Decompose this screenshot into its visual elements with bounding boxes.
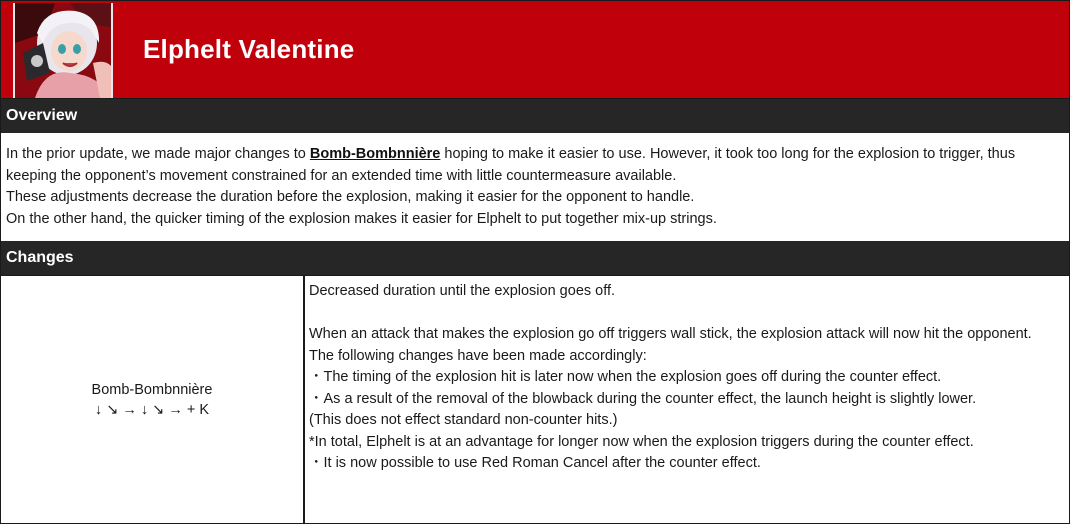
overview-text [6, 144, 1061, 230]
change-line: (This does not effect standard non-counter hits.) [309, 412, 618, 428]
change-line: ・The timing of the explosion hit is later now when the explosion goes off during the counter effect. [309, 369, 942, 385]
elphelt-portrait-image [15, 3, 113, 98]
character-banner [1, 1, 1069, 99]
change-line: Decreased duration until the explosion goes off. [309, 283, 616, 299]
overview-paragraph-1 [6, 144, 1061, 187]
overview-line1-post: hoping to make it easier to use. However, it took too long for the explosion to trigger, thus keeping the opponent’s movement constrained for an extended time with little countermeasure available. [6, 146, 1016, 184]
move-input: ↓ ↘ → ↓ ↘ → + K [94, 402, 210, 418]
character-portrait [13, 3, 113, 98]
change-line: When an attack that makes the explosion go off triggers wall stick, the explosion attack will now hit the opponent. [309, 326, 1032, 342]
change-details [309, 281, 1061, 475]
changes-table [1, 275, 1069, 524]
overview-line1-pre: In the prior update, we made major changes to [6, 146, 310, 162]
change-line: *In total, Elphelt is at an advantage for longer now when the explosion triggers during the counter effect. [309, 433, 974, 450]
character-name: Elphelt Valentine [143, 34, 355, 64]
bomb-bombnniere-link[interactable]: Bomb-Bombnnière [309, 146, 441, 162]
overview-paragraph-3: On the other hand, the quicker timing of the explosion makes it easier for Elphelt to put together mix-up strings. [6, 210, 717, 227]
move-cell [1, 276, 305, 524]
change-line: ・As a result of the removal of the blowback during the counter effect, the launch height is slightly lower. [309, 390, 977, 407]
move-name: Bomb-Bombnnière [91, 382, 213, 398]
change-spacer [309, 303, 1061, 325]
change-line: The following changes have been made accordingly: [309, 347, 647, 364]
change-line: ・It is now possible to use Red Roman Cancel after the counter effect. [309, 455, 761, 471]
overview-paragraph-2: These adjustments decrease the duration before the explosion, making it easier for the opponent to handle. [6, 189, 695, 205]
changes-header: Changes [1, 241, 1069, 275]
overview-header: Overview [1, 99, 1069, 133]
